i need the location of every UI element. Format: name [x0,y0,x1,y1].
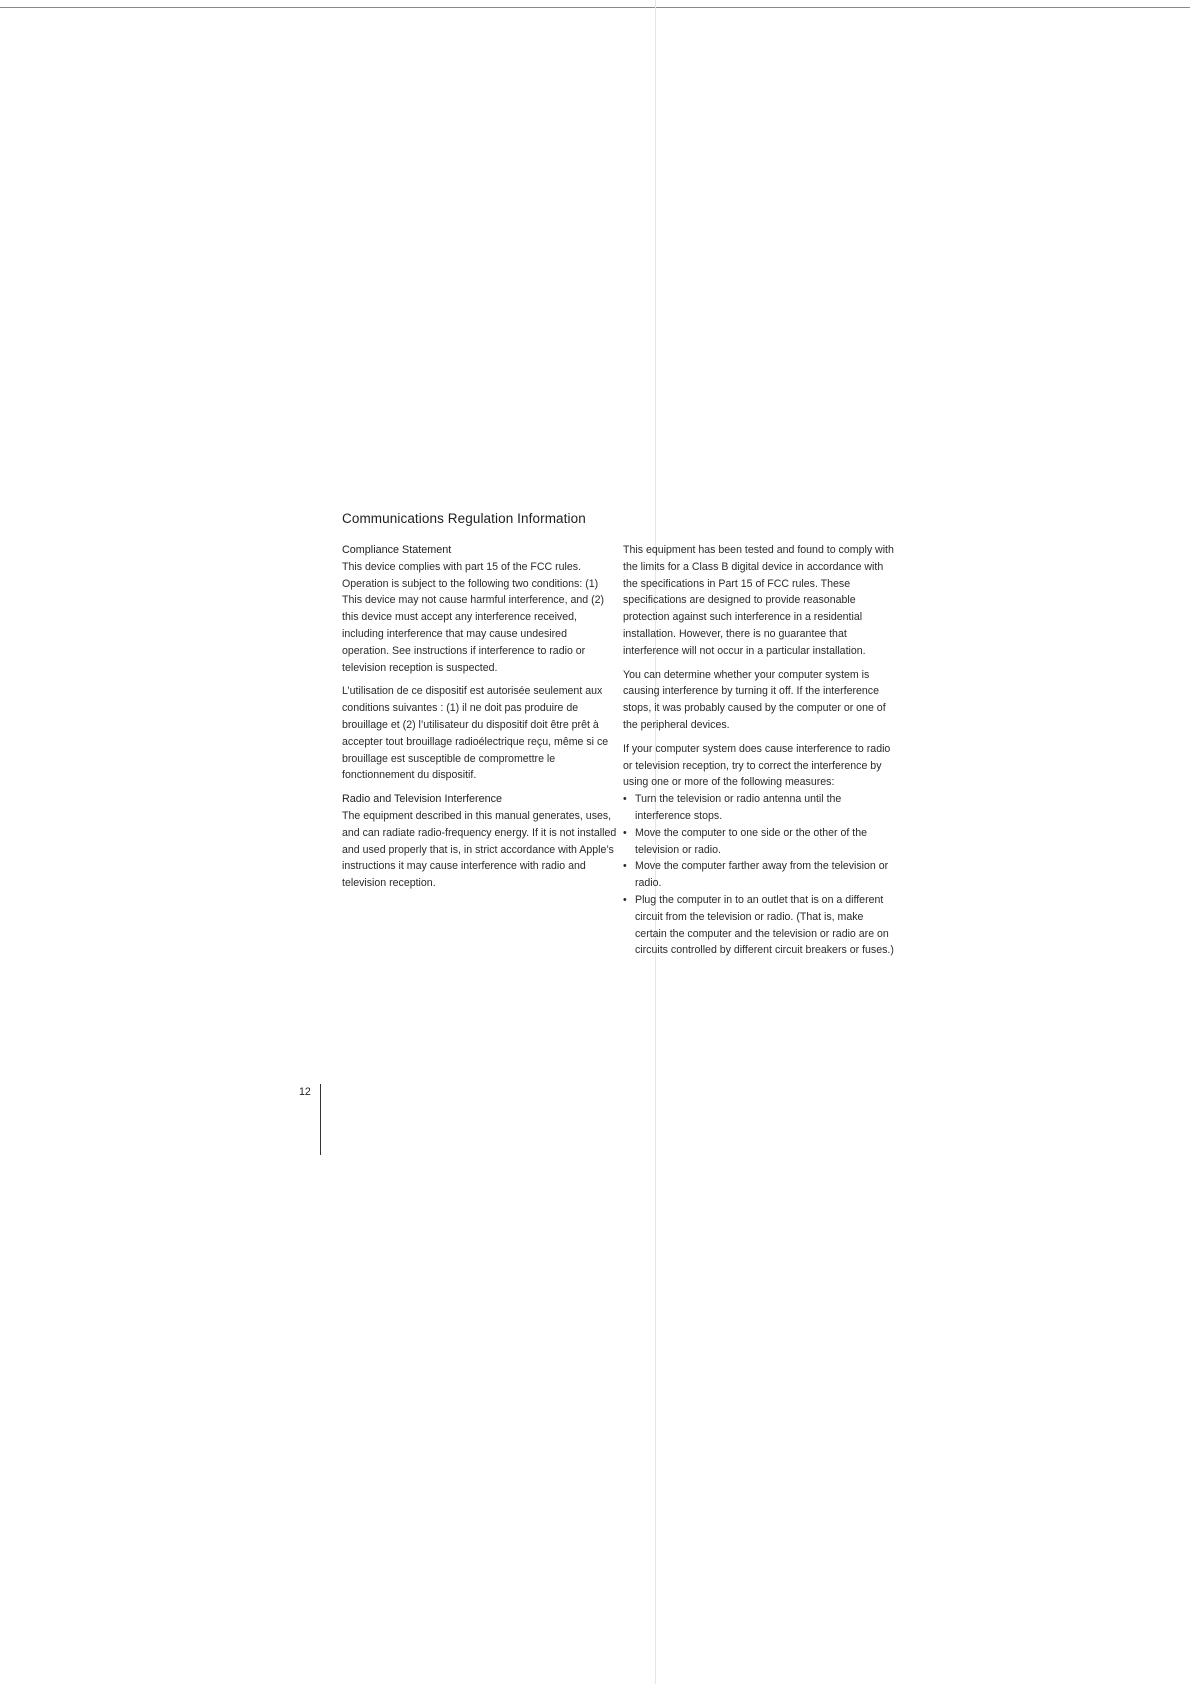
compliance-heading: Compliance Statement [342,544,452,556]
left-column [342,542,617,899]
measure-text: Turn the television or radio antenna until the interference stops. [635,793,842,822]
right-column [623,542,895,959]
page-number-rule [320,1084,321,1155]
determine-paragraph: You can determine whether your computer system is causing interference by turning it off. If the interference stops, it was probably caused by the computer or one of the peripheral devices. [623,668,886,731]
measure-text: Move the computer to one side or the other of the television or radio. [635,826,868,856]
bullet-icon: • [623,893,627,906]
radio-tv-heading: Radio and Television Interference [342,793,503,806]
page-number: 12 [299,1086,311,1098]
list-item [623,892,895,959]
measures-list [623,791,895,959]
bullet-icon: • [623,826,627,839]
bullet-icon: • [623,860,627,873]
radio-tv-text: The equipment described in this manual generates, uses, and can radiate radio-frequency energy. If it is not installed and used properly that is, in strict accordance with Apple’s instructions it may cause interference with radio and television reception. [342,809,617,890]
list-item [623,858,895,892]
french-compliance-text: L’utilisation de ce dispositif est autorisée seulement aux conditions suivantes : (1) il ne doit pas produire de brouillage et (2) l’utilisateur du dispositif doit être prêt à accepter tout brouillage radioélectrique reçu, même si ce brouillage est susceptible de compromettre le fonctionnement du dispositif. [342,685,609,782]
compliance-section [342,542,617,676]
bullet-icon: • [623,793,627,806]
measures-intro: If your computer system does cause interference to radio or television reception, try to correct the interference by using one or more of the following measures: [623,742,891,789]
list-item [623,825,895,859]
radio-tv-section [342,791,617,892]
list-item [623,791,895,825]
compliance-text: This device complies with part 15 of the FCC rules. Operation is subject to the following two conditions: (1) This device may not cause harmful interference, and (2) this device must accept any interference received, including interference that may cause undesired operation. See instructions if interference to radio or television reception is suspected. [342,560,605,674]
top-rule [0,7,1190,8]
page-title: Communications Regulation Information [342,511,586,526]
measure-text: Plug the computer in to an outlet that is on a different circuit from the television or radio. (That is, make certain the computer and the television or radio are on circuits controlled by different circuit breakers or fuses.) [635,893,894,957]
testing-paragraph: This equipment has been tested and found to comply with the limits for a Class B digital device in accordance with the specifications in Part 15 of FCC rules. These specifications are designed to provide reasonable protection against such interference in a residential installation. However, there is no guarantee that interference will not occur in a particular installation. [623,544,894,657]
french-section [342,683,617,784]
measure-text: Move the computer farther away from the television or radio. [635,860,889,890]
